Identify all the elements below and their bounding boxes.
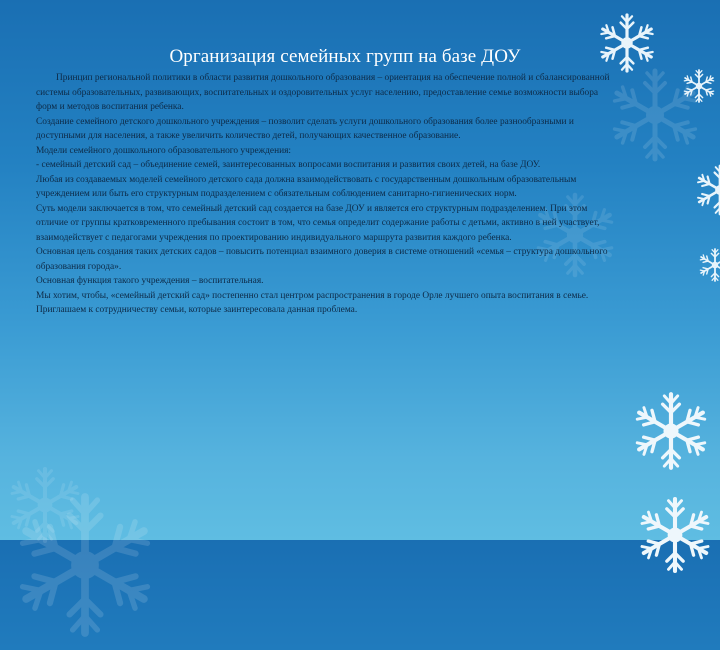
snowflake-icon xyxy=(690,160,720,220)
slide-body xyxy=(36,71,620,318)
paragraph-regional-policy: Принцип региональной политики в области развития дошкольного образования – ориентация на обеспечение полной и сбалансированной системы образовательных, развивающих, воспитательных и оздоровительных услуг населению, предоставление семье возможности выбора форм и методов воспитания ребенка. xyxy=(36,73,610,112)
paragraph-model-essence: Суть модели заключается в том, что семейный детский сад создается на базе ДОУ и является его структурным подразделением. При этом отличие от группы кратковременного пребывания состоит в том, что семья определит содержание работы с детьми, активно в ней участвует, взаимодействует с педагогами учреждения по проектированию индивидуального маршрута развития каждого ребенка. xyxy=(36,203,600,243)
snowflake-icon xyxy=(630,490,720,580)
paragraph-wish: Мы хотим, чтобы, «семейный детский сад» постепенно стал центром распространения в городе Орле лучшего опыта воспитания в семье. xyxy=(36,290,589,301)
paragraph-creation: Создание семейного детского дошкольного учреждения – позволит сделать услуги дошкольного образования более разнообразными и доступными для населения, а также увеличить количество детей, получающих качественное образование. xyxy=(36,116,574,141)
snowflake-icon xyxy=(0,480,170,650)
paragraph-main-function: Основная функция такого учреждения – воспитательная. xyxy=(36,276,264,286)
paragraph-models-heading: Модели семейного дошкольного образовательного учреждения: xyxy=(36,145,292,156)
paragraph-main-goal: Основная цель создания таких детских садов – повысить потенциал взаимного доверия в системе отношений «семья – структура дошкольного образования города». xyxy=(36,247,608,272)
snowflake-icon xyxy=(679,66,719,106)
paragraph-family-kindergarten: - семейный детский сад – объединение семей, заинтересованных вопросами воспитания и развития своих детей, на базе ДОУ. xyxy=(36,160,541,170)
paragraph-invitation: Приглашаем к сотрудничеству семьи, которые заинтересовала данная проблема. xyxy=(36,305,358,315)
slide-title: Организация семейных групп на базе ДОУ xyxy=(169,46,521,67)
snowflake-icon xyxy=(695,245,720,285)
paragraph-interaction: Любая из создаваемых моделей семейного детского сада должна взаимодействовать с государственным дошкольным образовательным учреждением или быть его структурным подразделением с обязательным соблюдением санитарно-гигиенических норм. xyxy=(36,174,577,199)
snowflake-icon xyxy=(625,385,717,477)
